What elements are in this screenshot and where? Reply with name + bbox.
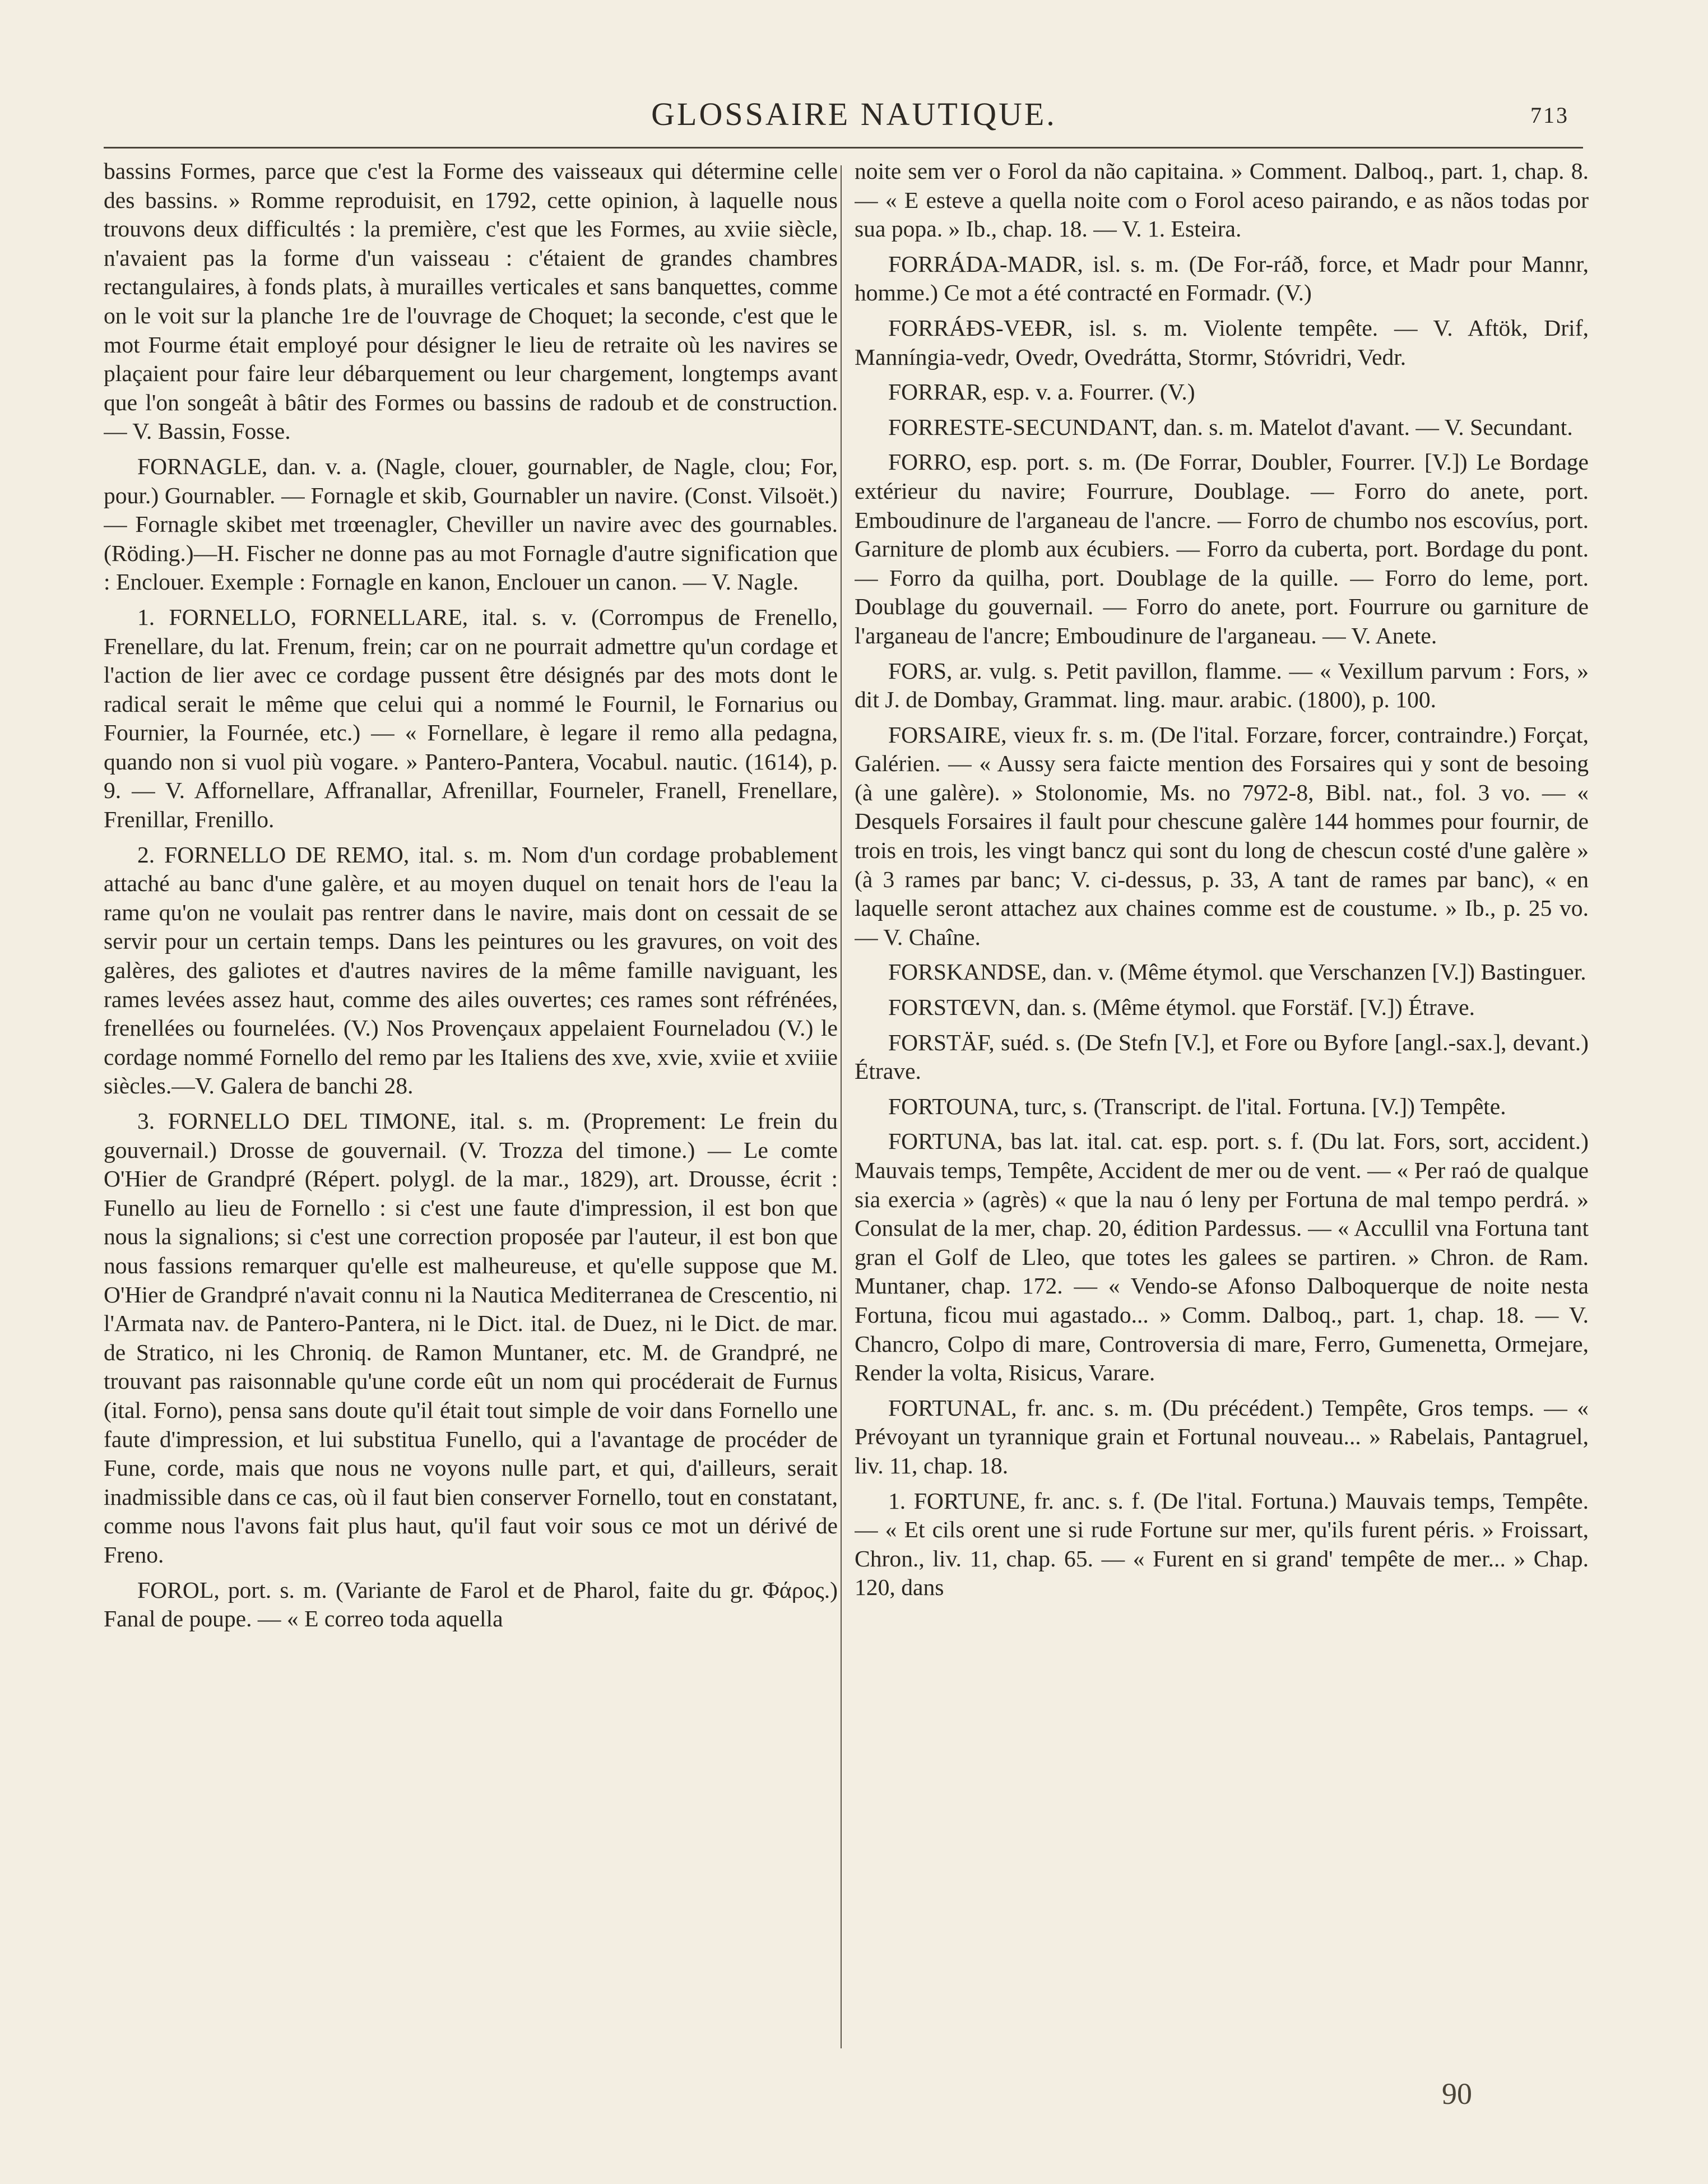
signature-mark: 90 [1442, 2077, 1472, 2111]
entry-fornello-1: 1. FORNELLO, FORNELLARE, ital. s. v. (Corrompus de Frenello, Frenellare, du lat. Frenum, frein; car on ne pourrait admettre qu'un cordage et l'action de lier avec ce cordage pussent être désignés par des mots dont le radical serait le même que celui qui a nommé le Fournil, le Fornarius ou Fournier, la Fournée, etc.) — « Fornellare, è legare il remo alla pedagna, quando non si vuol più vogare. » Pantero-Pantera, Vocabul. nautic. (1614), p. 9. — V. Affornellare, Affranallar, Afrenillar, Fourneler, Franell, Frenellare, Frenillar, Frenillo. [104, 604, 838, 833]
entry-fornagle: FORNAGLE, dan. v. a. (Nagle, clouer, gournabler, de Nagle, clou; For, pour.) Gournabler. — Fornagle et skib, Gournabler un navire. (Const. Vilsoët.) — Fornagle skibet met trœenagler, Cheviller un navire avec des gournables. (Röding.)—H. Fischer ne donne pas au mot Fornagle d'autre signification que : Enclouer. Exemple : Fornagle en kanon, Enclouer un canon. — V. Nagle. [104, 453, 838, 595]
entry-fornello-del-timone: 3. FORNELLO DEL TIMONE, ital. s. m. (Proprement: Le frein du gouvernail.) Drosse de gouvernail. (V. Trozza del timone.) — Le comte O'Hier de Grandpré (Répert. polygl. de la mar., 1829), art. Drousse, écrit : Funello au lieu de Fornello : si c'est une faute d'impression, il est bon que nous la signalions; si c'est une correction proposée par l'auteur, il est bon que nous fassions remarquer qu'elle est malheureuse, et qu'elle suppose que M. O'Hier de Grandpré n'avait connu ni la Nautica Mediterranea de Crescentio, ni l'Armata nav. de Pantero-Pantera, ni le Dict. ital. de Duez, ni le Dict. de mar. de Stratico, ni les Chroniq. de Ramon Muntaner, etc. M. de Grandpré, ne trouvant pas raisonnable qu'une corde eût un nom qui procéderait de Furnus (ital. Forno), pensa sans doute qu'il était tout simple de voir dans Fornello une faute d'impression, et lui substitua Funello, qui a l'avantage de procéder de Fune, corde, mais que nous ne voyons nulle part, et qui, d'ailleurs, serait inadmissible dans ce cas, où il faut bien conserver Fornello, tout en constatant, comme nous l'avons fait plus haut, qu'il faut voir sous ce mot un dérivé de Freno. [104, 1108, 838, 1568]
entry-fornello-de-remo: 2. FORNELLO DE REMO, ital. s. m. Nom d'un cordage probablement attaché au banc d'une galère, et au moyen duquel on tenait hors de l'eau la rame qu'on ne voulait pas rentrer dans le navire, mais dont on cessait de se servir pour un certain temps. Dans les peintures ou les gravures, on voit des galères, des galiotes et d'autres navires de la même famille naviguant, les rames levées assez haut, comme des ailes ouvertes; ces rames sont réfrénées, frenellées ou fournelées. (V.) Nos Provençaux appelaient Fourneladou (V.) le cordage nommé Fornello del remo par les Italiens des xve, xvie, xviie et xviiie siècles.—V. Galera de banchi 28. [104, 841, 838, 1099]
entry-forskandse: FORSKANDSE, dan. v. (Même étymol. que Verschanzen [V.]) Bastinguer. [888, 959, 1586, 985]
entry-forrada-madr: FORRÁDA-MADR, isl. s. m. (De For-ráð, force, et Madr pour Mannr, homme.) Ce mot a été contracté en Formadr. (V.) [855, 251, 1589, 306]
header-rule [104, 147, 1583, 149]
right-column [855, 157, 1589, 2062]
entry-fortouna: FORTOUNA, turc, s. (Transcript. de l'ital. Fortuna. [V.]) Tempête. [888, 1093, 1506, 1119]
page-number: 713 [1530, 103, 1569, 128]
left-column [104, 157, 838, 2062]
entry-fortuna: FORTUNA, bas lat. ital. cat. esp. port. s. f. (Du lat. Fors, sort, accident.) Mauvais temps, Tempête, Accident de mer ou de vent. — « Per raó de qualque sia exercia » (agrès) « que la nau ó leny per Fortuna de mal tempo perdrá. » Consulat de la mer, chap. 20, édition Pardessus. — « Accullil vna Fortuna tant gran el Golf de Lleo, que totes les galees se partiren. » Chron. de Ram. Muntaner, chap. 172. — « Vendo-se Afonso Dalboquerque de noite nesta Fortuna, ficou mui agastado... » Comm. Dalboq., part. 1, chap. 18. — V. Chancro, Colpo di mare, Controversia di mare, Ferro, Gumenetta, Ormejare, Render la volta, Risicus, Varare. [855, 1128, 1589, 1386]
entry-forstoevn: FORSTŒVN, dan. s. (Même étymol. que Forstäf. [V.]) Étrave. [888, 994, 1475, 1021]
running-head-title: GLOSSAIRE NAUTIQUE. [651, 96, 1057, 132]
entry-forreste-secundant: FORRESTE-SECUNDANT, dan. s. m. Matelot d'avant. — V. Secundant. [888, 414, 1573, 440]
entry-fors: FORS, ar. vulg. s. Petit pavillon, flamme. — « Vexillum parvum : Fors, » dit J. de Dombay, Grammat. ling. maur. arabic. (1800), p. 100. [855, 657, 1589, 713]
entry-forol-continuation: noite sem ver o Forol da não capitaina. » Comment. Dalboq., part. 1, chap. 8. — « E esteve a quella noite com o Forol aceso pairando, e as nãos todas por sua popa. » Ib., chap. 18. — V. 1. Esteira. [855, 158, 1589, 242]
column-divider [841, 165, 842, 2048]
entry-forrads-vedr: FORRÁÐS-VEÐR, isl. s. m. Violente tempête. — V. Aftök, Drif, Manníngia-vedr, Ovedr, Ovedrátta, Stormr, Stóvridri, Vedr. [855, 314, 1589, 370]
entry-continuation: bassins Formes, parce que c'est la Forme des vaisseaux qui détermine celle des bassins. » Romme reproduisit, en 1792, cette opinion, à laquelle nous trouvons deux difficultés : la première, c'est que les Formes, au xviie siècle, n'avaient pas la forme d'un vaisseau : c'étaient de grandes chambres rectangulaires, à fonds plats, à murailles verticales et sans banquettes, comme on le voit sur la planche 1re de l'ouvrage de Choquet; la seconde, c'est que le mot Fourme était employé pour désigner le lieu de retraite où les navires se plaçaient pour faire leur débarquement ou leur chargement, longtemps avant que l'on songeât à bâtir des Formes ou bassins de radoub et de construction. — V. Bassin, Fosse. [104, 158, 838, 444]
entry-forro: FORRO, esp. port. s. m. (De Forrar, Doubler, Fourrer. [V.]) Le Bordage extérieur du navire; Fourrure, Doublage. — Forro do anete, port. Emboudinure de l'arganeau de l'ancre. — Forro de chumbo nos escovíus, port. Garniture de plomb aux écubiers. — Forro da cuberta, port. Bordage du pont. — Forro da quilha, port. Doublage de la quille. — Forro do leme, port. Doublage du gouvernail. — Forro do anete, port. Fourrure ou garniture de l'arganeau de l'ancre; Emboudinure de l'arganeau. — V. Anete. [855, 449, 1589, 648]
entry-forsaire: FORSAIRE, vieux fr. s. m. (De l'ital. Forzare, forcer, contraindre.) Forçat, Galérien. — « Aussy sera faicte mention des Forsaires qui y sont de besoing (à une galère). » Stolonomie, Ms. no 7972-8, Bibl. nat., fol. 3 vo. — « Desquels Forsaires il fault pour chescune galère 144 hommes pour fournir, de trois en trois, les vingt bancz qui sont du long de chescun costé d'une galère » (à 3 rames par banc; V. ci-dessus, p. 33, A tant de rames par banc), « en laquelle seront attachez aux chaines comme est de coustume. » Ib., p. 25 vo. — V. Chaîne. [855, 721, 1589, 950]
entry-fortunal: FORTUNAL, fr. anc. s. m. (Du précédent.) Tempête, Gros temps. — « Prévoyant un tyrannique grain et Fortunal nouveau... » Rabelais, Pantagruel, liv. 11, chap. 18. [855, 1394, 1589, 1478]
entry-forol: FOROL, port. s. m. (Variante de Farol et de Pharol, faite du gr. Φάρος.) Fanal de poupe. — « E correo toda aquella [104, 1576, 838, 1632]
entry-forrar: FORRAR, esp. v. a. Fourrer. (V.) [888, 379, 1195, 405]
entry-fortune-1: 1. FORTUNE, fr. anc. s. f. (De l'ital. Fortuna.) Mauvais temps, Tempête. — « Et cils orent une si rude Fortune sur mer, qu'ils furent péris. » Froissart, Chron., liv. 11, chap. 65. — « Furent en si grand' tempête de mer... » Chap. 120, dans [855, 1487, 1589, 1601]
entry-forstaf: FORSTÄF, suéd. s. (De Stefn [V.], et Fore ou Byfore [angl.-sax.], devant.) Étrave. [855, 1029, 1589, 1084]
